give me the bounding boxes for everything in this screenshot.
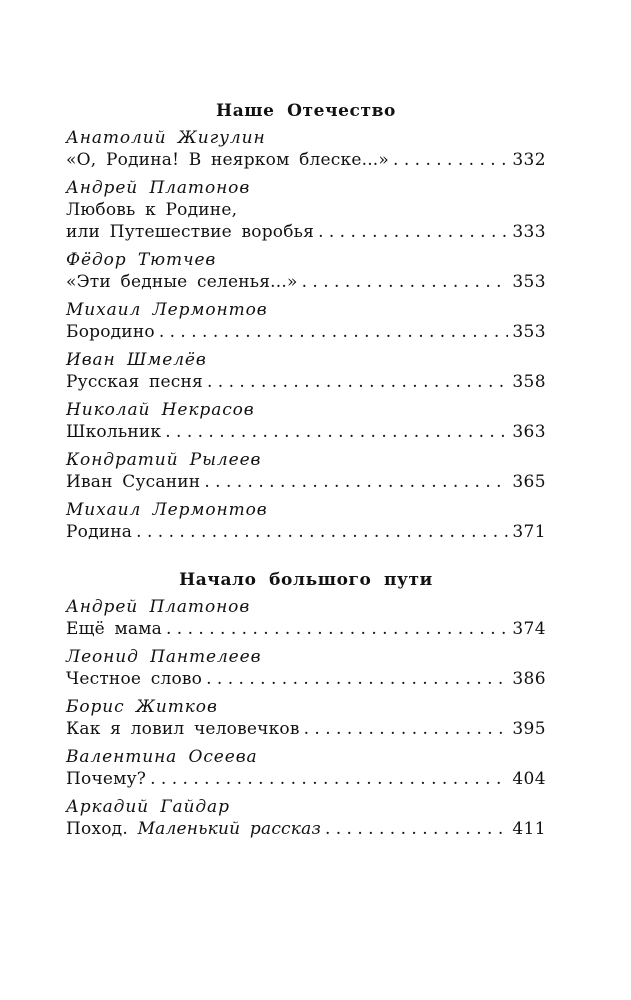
entry-page-number: 353 xyxy=(512,272,546,292)
entry-title-line xyxy=(66,271,546,293)
dot-leader xyxy=(318,221,508,243)
entry-title: Ещё мама xyxy=(66,619,162,639)
entry-title-italic: Маленький рассказ xyxy=(137,819,321,839)
entry-title: Русская песня xyxy=(66,372,203,392)
entry-title-line xyxy=(66,718,546,740)
entry-author: Анатолий Жигулин xyxy=(66,128,266,148)
entry-title-line xyxy=(66,618,546,640)
entry-title-line xyxy=(66,421,546,443)
toc-entry xyxy=(66,646,546,690)
entry-page-number: 404 xyxy=(512,769,546,789)
toc-entry xyxy=(66,696,546,740)
entry-author: Аркадий Гайдар xyxy=(66,797,230,817)
section-title: Начало большого пути xyxy=(179,570,433,590)
toc-entry xyxy=(66,449,546,493)
toc-entry xyxy=(66,249,546,293)
entry-title: «Эти бедные селенья...» xyxy=(66,272,298,292)
entry-page-number: 333 xyxy=(512,222,546,242)
entry-title-line xyxy=(66,768,546,790)
entry-page-number: 395 xyxy=(512,719,546,739)
entry-title-line xyxy=(66,668,546,690)
toc-entry xyxy=(66,127,546,171)
entry-author: Андрей Платонов xyxy=(66,178,251,198)
toc-entry xyxy=(66,177,546,243)
entry-title: Бородино xyxy=(66,322,155,342)
entry-title: или Путешествие воробья xyxy=(66,222,315,242)
table-of-contents xyxy=(66,100,546,846)
entry-author: Кондратий Рылеев xyxy=(66,450,262,470)
toc-entry xyxy=(66,299,546,343)
entry-title: Иван Сусанин xyxy=(66,472,201,492)
entry-title-line xyxy=(66,471,546,493)
toc-entry xyxy=(66,349,546,393)
toc-section xyxy=(66,569,546,840)
dot-leader xyxy=(393,149,508,171)
entry-author: Андрей Платонов xyxy=(66,597,251,617)
entry-page-number: 332 xyxy=(512,150,546,170)
dot-leader xyxy=(302,271,509,293)
entry-page-number: 371 xyxy=(512,522,546,542)
entry-title: Поход. Маленький рассказ xyxy=(66,819,321,839)
dot-leader xyxy=(166,618,508,640)
entry-author: Фёдор Тютчев xyxy=(66,250,217,270)
section-title: Наше Отечество xyxy=(216,101,396,121)
entry-author: Борис Житков xyxy=(66,697,218,717)
entry-author: Михаил Лермонтов xyxy=(66,500,268,520)
toc-entry xyxy=(66,746,546,790)
dot-leader xyxy=(206,668,508,690)
entry-title: Родина xyxy=(66,522,133,542)
entry-title-line xyxy=(66,371,546,393)
entry-page-number: 386 xyxy=(512,669,546,689)
entry-title-line xyxy=(66,818,546,840)
entry-title: Школьник xyxy=(66,422,162,442)
entry-author: Михаил Лермонтов xyxy=(66,300,268,320)
entry-title-line xyxy=(66,321,546,343)
toc-entry xyxy=(66,399,546,443)
dot-leader xyxy=(136,521,508,543)
entry-title: «О, Родина! В неярком блеске...» xyxy=(66,150,390,170)
toc-entry xyxy=(66,499,546,543)
entry-author: Николай Некрасов xyxy=(66,400,255,420)
dot-leader xyxy=(150,768,508,790)
entry-author: Иван Шмелёв xyxy=(66,350,207,370)
dot-leader xyxy=(325,818,508,840)
dot-leader xyxy=(165,421,508,443)
entry-title: Честное слово xyxy=(66,669,203,689)
toc-entry xyxy=(66,796,546,840)
entry-title-line xyxy=(66,521,546,543)
entry-page-number: 363 xyxy=(512,422,546,442)
dot-leader xyxy=(304,718,509,740)
dot-leader xyxy=(207,371,508,393)
dot-leader xyxy=(204,471,508,493)
toc-entry xyxy=(66,596,546,640)
entry-page-number: 353 xyxy=(512,322,546,342)
entry-title-line xyxy=(66,221,546,243)
entry-title-line xyxy=(66,149,546,171)
entry-page-number: 365 xyxy=(512,472,546,492)
entry-title-continued: Любовь к Родине, xyxy=(66,200,238,220)
entry-author: Валентина Осеева xyxy=(66,747,258,767)
entry-title: Почему? xyxy=(66,769,147,789)
entry-page-number: 374 xyxy=(512,619,546,639)
entry-page-number: 358 xyxy=(512,372,546,392)
entry-author: Леонид Пантелеев xyxy=(66,647,262,667)
dot-leader xyxy=(159,321,509,343)
entry-title: Как я ловил человечков xyxy=(66,719,300,739)
toc-section xyxy=(66,100,546,543)
entry-page-number: 411 xyxy=(512,819,546,839)
